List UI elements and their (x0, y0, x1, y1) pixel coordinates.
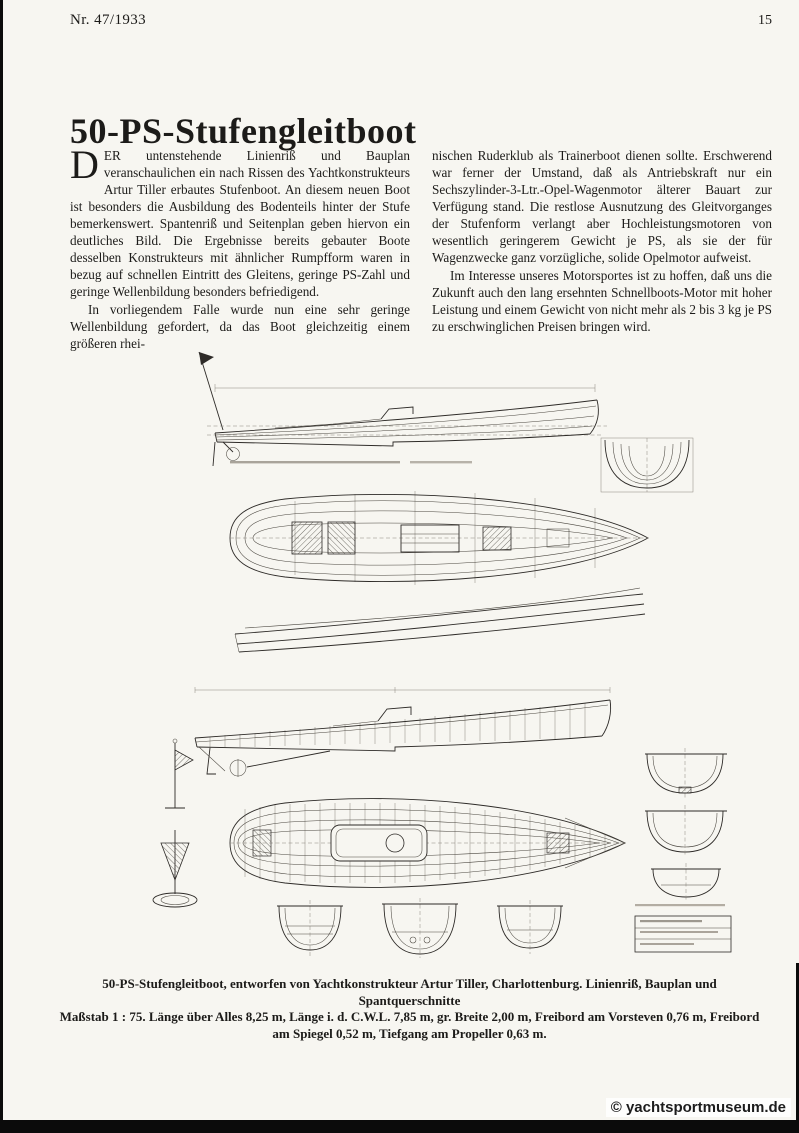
article-title: 50-PS-Stufengleitboot (70, 111, 417, 152)
lines-plan-body-plan (601, 438, 693, 492)
caption-line: am Spiegel 0,52 m, Tiefgang am Propeller 0,63 m. (272, 1025, 547, 1041)
boat-plans-drawing (95, 338, 735, 970)
bow-fitting-detail (153, 830, 197, 907)
lines-plan-profile (199, 352, 607, 466)
paragraph-4: Im Interesse unseres Motorsportes ist zu hoffen, daß uns die Zukunft auch den lang ersehnten Schnellboots-Motor mit hoher Leistung und einem Gewicht von nicht mehr als 2 bis 3 kg je PS zu erschwinglichen Preisen bringen wird. (432, 268, 772, 335)
article-body (70, 142, 772, 352)
drop-cap: D (70, 142, 99, 187)
article-column-right (432, 147, 772, 352)
page-number: 15 (758, 13, 772, 28)
paragraph-1: DER untenstehende Linienriß und Bauplan veranschaulichen ein nach Rissen des Yachtkonstrukteurs Artur Tiller erbautes Stufenboot. An diesem neuen Boot ist besonders die Ausbildung des Bodenteils hinter der Stufe bemerkenswert. Spantenriß und Seitenplan geben hiervon ein deutliches Bild. Die Ergebnisse bereits gebauter Boote desselben Konstrukteurs mit ähnlicher Rumpfform waren in bezug auf schnellen Eintritt des Gleitens, geringe PS-Zahl und geringe Wellenbildung besonders befriedigend. (70, 142, 410, 300)
cross-sections-right (645, 748, 727, 901)
caption-line: 50-PS-Stufengleitboot, entworfen von Yachtkonstrukteur Artur Tiller, Charlottenburg. Linienriß, Bauplan und Spantquerschnitte (102, 976, 717, 1008)
buttock-lines (235, 588, 645, 652)
figure-caption (58, 976, 761, 1043)
caption-line: Maßstab 1 : 75. Länge über Alles 8,25 m, Länge i. d. C.W.L. 7,85 m, gr. Breite 2,00 m, Freibord am Vorsteven 0,76 m, Freibord (59, 1009, 760, 1025)
page-header (70, 12, 772, 29)
scan-edge-left (0, 0, 3, 1133)
flagstaff-detail (165, 739, 193, 808)
issue-number: Nr. 47/1933 (70, 12, 147, 28)
drawing-title-block (635, 904, 731, 952)
watermark: © yachtsportmuseum.de (606, 1098, 791, 1117)
paragraph-2: In vorliegendem Falle wurde nun eine sehr geringe Wellenbildung gefordert, da das Boot gleichzeitig einem größeren rhei- (70, 302, 410, 352)
cross-sections-bottom (277, 898, 563, 958)
scan-edge-bottom (0, 1120, 799, 1133)
construction-profile (195, 687, 611, 777)
article-column-left (70, 142, 410, 352)
paragraph-3: nischen Ruderklub als Trainerboot dienen sollte. Erschwerend war ferner der Umstand, daß als Antriebskraft nur ein Sechszylinder-3-Ltr.-Opel-Wagenmotor älterer Bauart zur Verfügung stand. Die restlose Ausnutzung des Gleitvorganges der Stufenform verlangt aber Hochleistungsmotoren von wesentlich geringerem Gewicht je PS, als sie der für Wagenzwecke ganz vorzügliche, solide Opelmotor aufweist. (432, 148, 772, 266)
construction-deck-plan (230, 799, 625, 888)
half-breadth-plan (230, 491, 648, 585)
